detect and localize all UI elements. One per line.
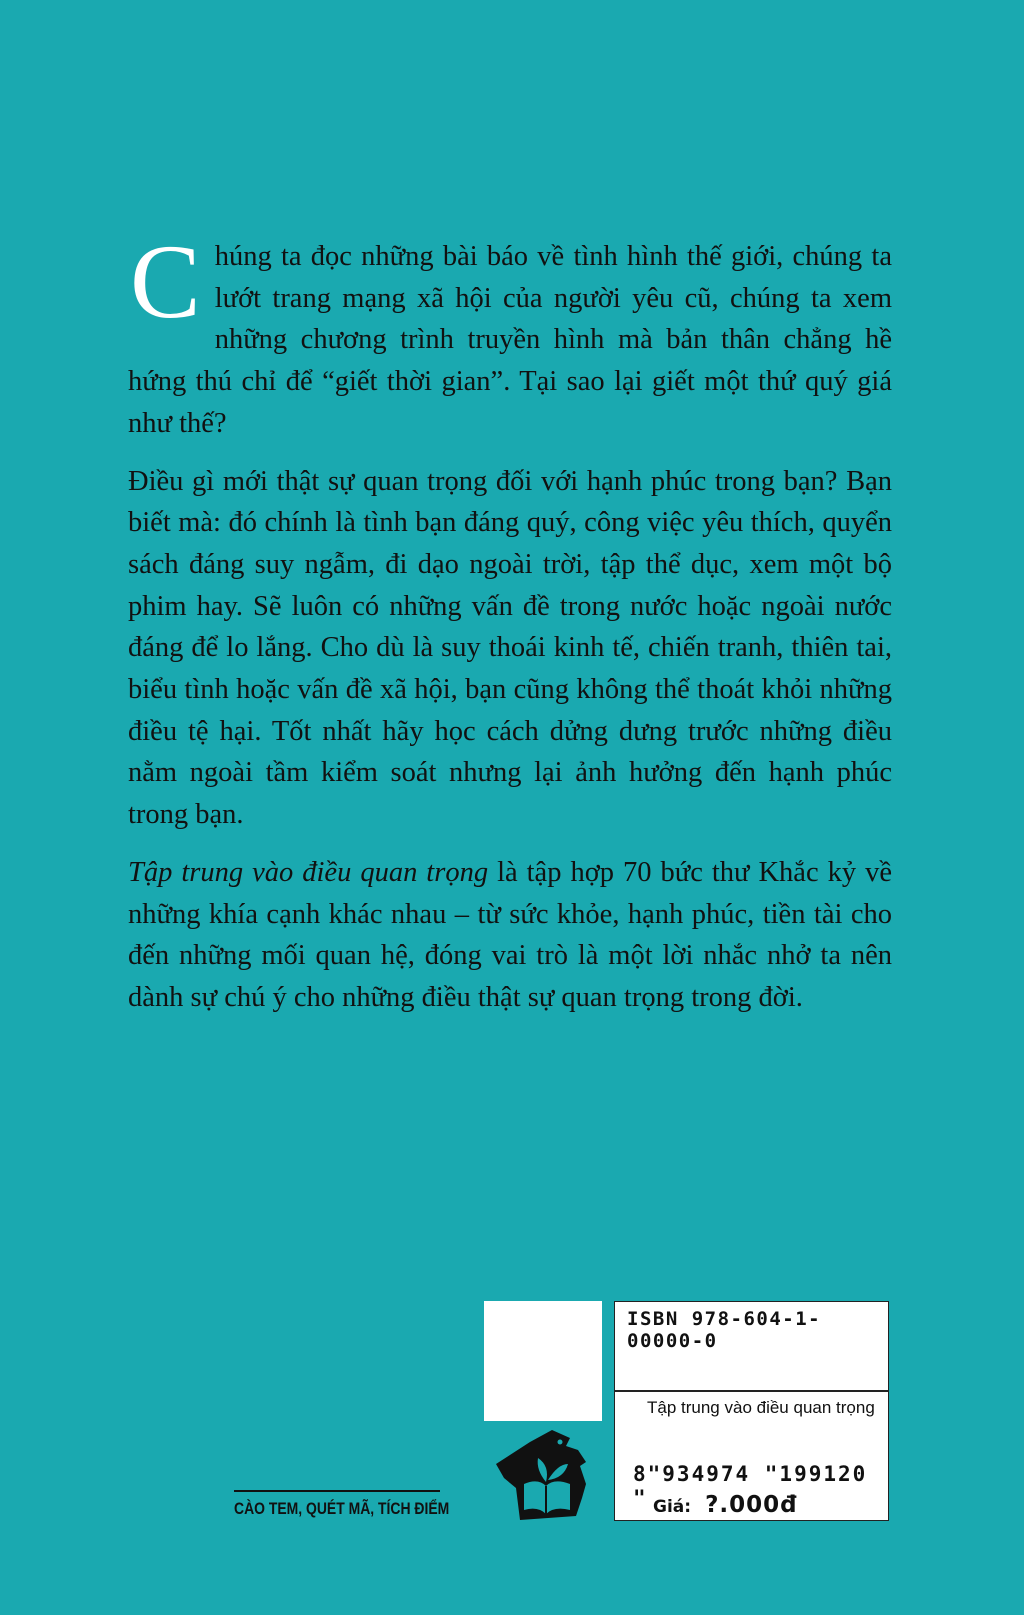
- paragraph-2: Điều gì mới thật sự quan trọng đối với hạnh phúc trong bạn? Bạn biết mà: đó chính là tình bạn đáng quý, công việc yêu thích, quyển sách đáng suy ngẫm, đi dạo ngoài trời, tập thể dục, xem một bộ phim hay. Sẽ luôn có những vấn đề trong nước hoặc ngoài nước đáng để lo lắng. Cho dù là suy thoái kinh tế, chiến tranh, thiên tai, biểu tình hoặc vấn đề xã hội, bạn cũng không thể thoát khỏi những điều tệ hại. Tốt nhất hãy học cách dửng dưng trước những điều nằm ngoài tầm kiểm soát nhưng lại ảnh hưởng đến hạnh phúc trong bạn.: [128, 465, 892, 831]
- price-label: Giá:: [653, 1497, 692, 1517]
- drop-cap: C: [130, 223, 201, 340]
- stamp-note-line: [234, 1490, 440, 1492]
- book-title-small: Tập trung vào điều quan trọng: [647, 1398, 875, 1417]
- paragraph-1: [128, 223, 892, 445]
- paragraph-1-text: húng ta đọc những bài báo về tình hình thế giới, chúng ta lướt trang mạng xã hội của người yêu cũ, chúng ta xem những chương trình truyền hình mà bản thân chẳng hề hứng thú chỉ để “giết thời gian”. Tại sao lại giết một thứ quý giá như thế?: [128, 241, 892, 439]
- isbn-divider: [615, 1390, 888, 1392]
- book-title-italic: Tập trung vào điều quan trọng: [128, 856, 489, 888]
- back-cover-blurb: [128, 223, 892, 1035]
- paragraph-3: [128, 852, 892, 1019]
- stamp-note: CÀO TEM, QUÉT MÃ, TÍCH ĐIỂM: [234, 1499, 450, 1518]
- price-value: ?.000đ: [705, 1492, 798, 1518]
- isbn-barcode-box: [614, 1301, 889, 1521]
- barcode-number: 8"934974 "199120 ": [633, 1462, 868, 1510]
- isbn-number: ISBN 978-604-1-00000-0: [627, 1308, 822, 1352]
- sticker-placeholder: [484, 1301, 602, 1421]
- publisher-logo-icon: [490, 1428, 600, 1524]
- paragraph-3-text: là tập hợp 70 bức thư Khắc kỷ về những khía cạnh khác nhau – từ sức khỏe, hạnh phúc, tiền tài cho đến những mối quan hệ, đóng vai trò là một lời nhắc nhở ta nên dành sự chú ý cho những điều thật sự quan trọng trong đời.: [128, 856, 892, 1013]
- price-row: [653, 1492, 798, 1518]
